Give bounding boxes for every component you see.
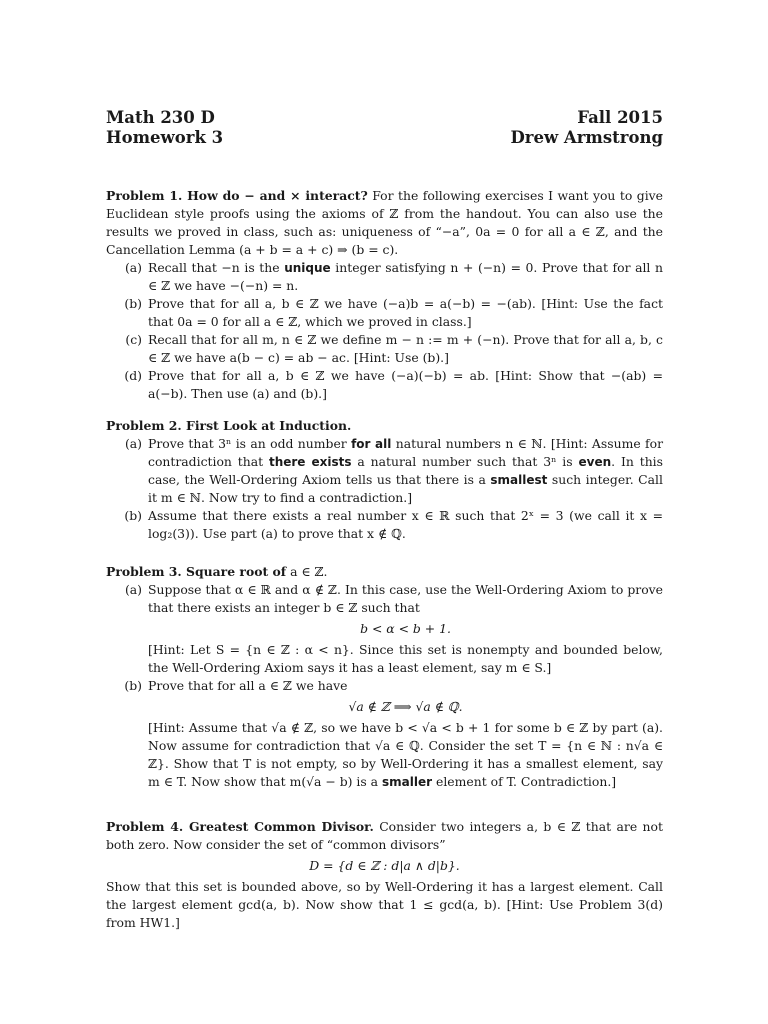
part-hint bbox=[148, 719, 663, 791]
part-label: (a) bbox=[124, 582, 142, 597]
display-equation: D = {d ∈ ℤ : d|a ∧ d|b}. bbox=[309, 858, 460, 873]
part-text: Recall that for all m, n ∈ ℤ we define m − n := m + (−n). Prove that for all a, b, c ∈ ℤ we have a(b − c) = ab − ac. [Hint: Use (b).] bbox=[148, 332, 663, 365]
problem-3-part-a bbox=[106, 581, 663, 677]
part-content bbox=[148, 581, 663, 677]
emphasis-smaller: smaller bbox=[382, 775, 433, 789]
term: Fall 2015 bbox=[577, 108, 663, 127]
problem-3 bbox=[106, 563, 663, 791]
part-label: (b) bbox=[124, 508, 142, 523]
emphasis-smallest: smallest bbox=[490, 473, 548, 487]
problem-2-part-a bbox=[106, 435, 663, 507]
part-text: Prove that for all a, b ∈ ℤ we have (−a)b = a(−b) = −(ab). [Hint: Use the fact that 0a = 0 for all a ∈ ℤ, which we proved in class.] bbox=[148, 296, 663, 329]
problem-3-title-line bbox=[106, 563, 663, 581]
emphasis-even: even bbox=[578, 455, 612, 469]
emphasis-for-all: for all bbox=[351, 437, 392, 451]
part-text: Suppose that α ∈ ℝ and α ∉ ℤ. In this case, use the Well-Ordering Axiom to prove that there exists an integer b ∈ ℤ such that bbox=[148, 582, 663, 615]
part-label: (a) bbox=[124, 260, 142, 275]
emphasis-there-exists: there exists bbox=[268, 455, 352, 469]
problem-2-title-line bbox=[106, 417, 663, 435]
part-text: Prove that for all a ∈ ℤ we have bbox=[148, 678, 348, 693]
text-segment: natural numbers n ∈ ℕ. [Hint: Assume for contradiction that bbox=[148, 436, 663, 469]
part-text-after: integer satisfying n + (−n) = 0. Prove that for all n ∈ ℤ we have −(−n) = n. bbox=[148, 260, 663, 293]
problem-2-part-b bbox=[106, 507, 663, 543]
problem-1-part-c bbox=[106, 331, 663, 367]
homework-page bbox=[106, 108, 663, 930]
text-segment: Prove that 3ⁿ is an odd number bbox=[148, 436, 347, 451]
problem-1-text: For the following exercises I want you to give Euclidean style proofs using the axioms of ℤ from the handout. You can also use the results we proved in class, such as: uniqueness of “−a”, 0a = 0 for all a ∈ ℤ, and the Cancellation Lemma (a + b = a + c) ⇒ (b = c). bbox=[106, 188, 663, 257]
part-hint: [Hint: Let S = {n ∈ ℤ : α < n}. Since this set is nonempty and bounded below, the Well-Ordering Axiom says it has a least element, say m ∈ S.] bbox=[148, 642, 663, 675]
text-segment: such integer. Call it m ∈ ℕ. Now try to find a contradiction.] bbox=[148, 472, 663, 505]
hint-text: [Hint: Assume that √a ∉ ℤ, so we have b < √a < b + 1 for some b ∈ ℤ by part (a). Now assume for contradiction that √a ∈ ℚ. Consider the set T = {n ∈ ℕ : n√a ∈ ℤ}. Show that T is not empty, so by Well-Ordering it has a smallest element, say m ∈ T. Now show that m(√a − b) is a bbox=[148, 720, 663, 789]
part-text bbox=[148, 259, 663, 295]
problem-4-outro: Show that this set is bounded above, so by Well-Ordering it has a largest element. Call the largest element gcd(a, b). Now show that 1 ≤ gcd(a, b). [Hint: Use Problem 3(d) from HW1.] bbox=[106, 879, 663, 930]
part-text bbox=[148, 435, 663, 507]
part-label: (c) bbox=[125, 332, 142, 347]
part-label: (d) bbox=[124, 368, 142, 383]
problem-1-part-a bbox=[106, 259, 663, 295]
problem-3-title: Problem 3. Square root of bbox=[106, 564, 287, 579]
part-text: Prove that for all a, b ∈ ℤ we have (−a)(−b) = ab. [Hint: Show that −(ab) = a(−b). Then use (a) and (b).] bbox=[148, 368, 663, 401]
problem-1-part-d bbox=[106, 367, 663, 403]
problem-1-title: Problem 1. How do − and × interact? bbox=[106, 188, 368, 203]
problem-1 bbox=[106, 187, 663, 403]
problem-4-text: Consider two integers a, b ∈ ℤ that are not both zero. Now consider the set of “common divisors” bbox=[106, 819, 663, 852]
problem-3-part-b bbox=[106, 677, 663, 791]
text-segment: a natural number such that 3ⁿ is bbox=[357, 454, 573, 469]
text-segment: . In this case, the Well-Ordering Axiom tells us that there is a bbox=[148, 454, 663, 487]
course-title: Math 230 D bbox=[106, 108, 215, 127]
assignment-title: Homework 3 bbox=[106, 128, 224, 147]
part-text: Assume that there exists a real number x ∈ ℝ such that 2ˣ = 3 (we call it x = log₂(3)). Use part (a) to prove that x ∉ ℚ. bbox=[148, 508, 663, 541]
display-equation: √a ∉ ℤ ⟹ √a ∉ ℚ. bbox=[348, 699, 463, 714]
problem-2 bbox=[106, 417, 663, 543]
part-label: (b) bbox=[124, 678, 142, 693]
part-content bbox=[148, 677, 663, 791]
header-right bbox=[510, 108, 663, 148]
problem-4 bbox=[106, 818, 663, 932]
part-label: (a) bbox=[124, 436, 142, 451]
part-label: (b) bbox=[124, 296, 142, 311]
header-left bbox=[106, 108, 223, 148]
problem-4-intro bbox=[106, 818, 663, 854]
document-header bbox=[106, 108, 663, 148]
display-equation: b < α < b + 1. bbox=[360, 621, 451, 636]
hint-text: element of T. Contradiction.] bbox=[436, 774, 617, 789]
part-text-before: Recall that −n is the bbox=[148, 260, 280, 275]
problem-3-title-math: a ∈ ℤ. bbox=[290, 564, 328, 579]
problem-4-title: Problem 4. Greatest Common Divisor. bbox=[106, 819, 374, 834]
emphasis-unique: unique bbox=[284, 261, 331, 275]
problem-2-title: Problem 2. First Look at Induction. bbox=[106, 418, 352, 433]
problem-1-part-b bbox=[106, 295, 663, 331]
problem-1-intro bbox=[106, 187, 663, 259]
author: Drew Armstrong bbox=[510, 128, 663, 147]
